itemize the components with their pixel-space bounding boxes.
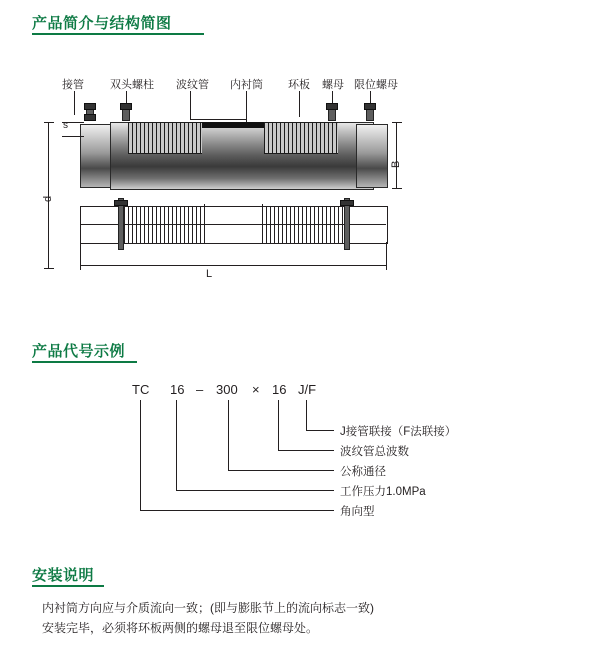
- section-title-install: 安装说明: [32, 567, 95, 584]
- code-leader-waves: [278, 400, 279, 450]
- dim-L-ext-right: [386, 242, 387, 270]
- bellow-left: [128, 122, 202, 154]
- pipe-end-left: [80, 124, 114, 188]
- nut-right-upper: [326, 103, 338, 110]
- code-line-waves: [278, 450, 334, 451]
- callout-label-1: 接管: [62, 79, 84, 91]
- code-part-dash: –: [196, 382, 204, 397]
- section-title-code: 产品代号示例: [32, 343, 126, 360]
- section-title-underline-intro: [32, 33, 204, 35]
- code-line-diameter: [228, 470, 334, 471]
- install-note-2: 安装完毕，必须将环板两侧的螺母退至限位螺母处。: [42, 621, 319, 635]
- callout-label-4: 内衬筒: [230, 79, 263, 91]
- code-leader-pressure: [176, 400, 177, 490]
- callout-label-6: 螺母: [322, 79, 344, 91]
- limit-nut-right: [364, 103, 376, 110]
- leader-line-5: [299, 91, 300, 117]
- code-part-connection: J/F: [298, 382, 317, 397]
- code-desc-type: 角向型: [340, 506, 375, 518]
- section-title-intro: 产品简介与结构简图: [32, 15, 172, 32]
- nut-left-2-upper: [120, 103, 132, 110]
- code-part-type: TC: [132, 382, 150, 397]
- code-line-connection: [306, 430, 334, 431]
- dim-L-line: [80, 265, 386, 266]
- outline-centerline: [80, 224, 386, 225]
- callout-label-3: 波纹管: [176, 79, 209, 91]
- outline-nut-right: [340, 200, 354, 206]
- nut-left-lower: [84, 114, 96, 121]
- code-leader-type: [140, 400, 141, 510]
- nut-left-upper: [84, 103, 96, 110]
- leader-line-3: [190, 91, 191, 119]
- product-code-diagram: [0, 370, 600, 530]
- code-desc-pressure: 工作压力1.0MPa: [340, 486, 426, 498]
- ring-plate-top: [202, 122, 264, 128]
- dim-label-s: s: [63, 120, 68, 131]
- code-line-type: [140, 510, 334, 511]
- code-part-times: ×: [252, 382, 260, 397]
- code-part-pressure: 16: [170, 382, 185, 397]
- pipe-end-right: [356, 124, 388, 188]
- code-desc-diameter: 公称通径: [340, 466, 386, 478]
- dim-d-tick-bottom: [44, 268, 54, 269]
- structure-diagram: [0, 60, 600, 300]
- outline-bellow-left: [120, 206, 204, 244]
- dim-B-line: [396, 122, 397, 188]
- dim-s-line-bottom: [62, 136, 84, 137]
- outline-bellow-right: [262, 206, 346, 244]
- code-line-pressure: [176, 490, 334, 491]
- code-leader-connection: [306, 400, 307, 430]
- dim-d-tick-top: [44, 122, 54, 123]
- install-notes: [42, 598, 562, 638]
- code-part-waves: 16: [272, 382, 287, 397]
- install-note-1: 内衬筒方向应与介质流向一致；(即与膨胀节上的流向标志一致): [42, 601, 374, 615]
- bellow-right: [264, 122, 338, 154]
- code-leader-diameter: [228, 400, 229, 470]
- outline-nut-left: [114, 200, 128, 206]
- dim-B-tick-top: [392, 122, 402, 123]
- callout-label-7: 限位螺母: [354, 79, 398, 91]
- dim-label-L: L: [206, 268, 213, 280]
- dim-B-tick-bottom: [392, 188, 402, 189]
- outline-ring-plate-right: [262, 204, 263, 244]
- section-title-underline-code: [32, 361, 137, 363]
- leader-line-1: [74, 91, 75, 115]
- dim-label-d: d: [42, 195, 54, 202]
- code-desc-connection: J接管联接（F法联接）: [340, 426, 457, 438]
- section-title-underline-install: [32, 585, 104, 587]
- code-part-diameter: 300: [216, 382, 238, 397]
- code-desc-waves: 波纹管总波数: [340, 446, 409, 458]
- callout-label-5: 环板: [288, 79, 310, 91]
- callout-label-2: 双头螺柱: [110, 79, 154, 91]
- outline-ring-plate-left: [204, 204, 205, 244]
- dim-label-B: B: [390, 160, 402, 168]
- leader-line-4-horizontal: [190, 119, 246, 120]
